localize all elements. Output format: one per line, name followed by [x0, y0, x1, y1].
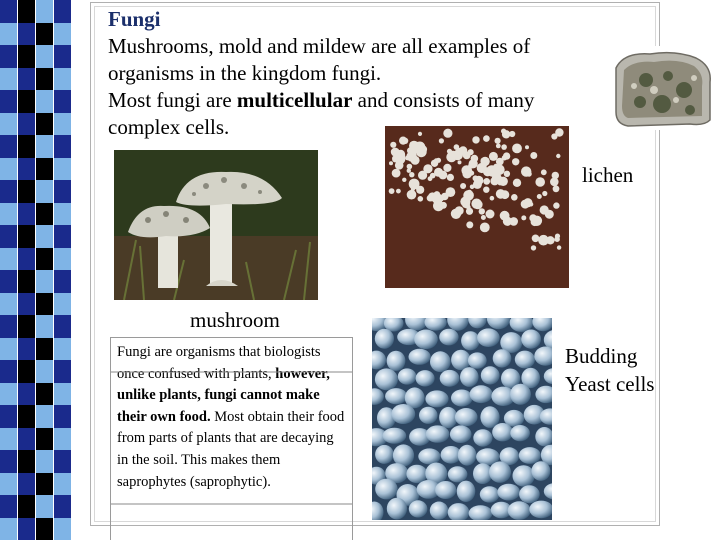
stripe-cell [36, 68, 54, 91]
stripe-cell [36, 203, 54, 226]
decorative-stripe-bar [0, 0, 72, 540]
stripe-cell [54, 293, 72, 316]
yeast-cell [383, 428, 407, 444]
stripe-cell [54, 428, 72, 451]
yeast-cell [393, 444, 414, 466]
lichen-spot [418, 196, 424, 202]
mushroom-image [114, 150, 318, 300]
stripe-cell [18, 225, 36, 248]
stripe-cell [0, 495, 18, 518]
stripe-cell [36, 383, 54, 406]
lichen-spot [418, 171, 427, 180]
lichen-spot [455, 206, 464, 215]
lichen-spot [416, 186, 424, 194]
page-title: Fungi [108, 7, 161, 31]
yeast-cell [375, 479, 397, 500]
stripe-cell [18, 518, 36, 540]
stripe-cell [36, 518, 54, 540]
lichen-spot [431, 161, 436, 166]
yeast-cell [430, 502, 448, 520]
stripe-cell [36, 90, 54, 113]
yeast-cell [416, 370, 435, 386]
yeast-cell [458, 445, 477, 466]
lichen-spot [511, 194, 518, 201]
lichen-spot [470, 185, 475, 190]
lichen-spot [468, 149, 474, 155]
stripe-cell [0, 68, 18, 91]
yeast-cell [409, 349, 431, 365]
stripe-cell [0, 45, 18, 68]
intro-line-2-bold: multicellular [236, 88, 353, 112]
info-text-part-2: Most obtain their food from parts of plants that are decaying in the soil. This makes them saprophytes (saprophytic). [117, 408, 345, 490]
lichen-spot [483, 187, 489, 193]
lichen-spot [483, 178, 490, 185]
stripe-cell [0, 180, 18, 203]
stripe-cell [0, 338, 18, 361]
yeast-cell [448, 466, 468, 482]
stripe-cell [18, 270, 36, 293]
stripe-cell [36, 45, 54, 68]
stripe-cell [0, 293, 18, 316]
lichen-spot [463, 198, 468, 203]
stripe-cell [54, 315, 72, 338]
stripe-cell [18, 203, 36, 226]
lichen-spot [531, 218, 539, 226]
stripe-cell [0, 360, 18, 383]
stripe-cell [18, 68, 36, 91]
yeast-cell [492, 423, 513, 441]
lichen-spot [502, 130, 510, 138]
intro-line-2-start: Most fungi are [108, 88, 237, 112]
yeast-caption: Budding Yeast cells [565, 344, 655, 396]
yeast-cell [531, 461, 550, 481]
stripe-cell [18, 473, 36, 496]
stripe-cell [54, 473, 72, 496]
yeast-cell [425, 390, 448, 407]
stripe-cell [36, 293, 54, 316]
yeast-cell [508, 501, 531, 520]
stripe-cell [54, 450, 72, 473]
stripe-cell [54, 248, 72, 271]
lichen-spot [460, 183, 466, 189]
lichen-spot [496, 158, 504, 166]
lichen-caption: lichen [582, 163, 634, 187]
lichen-spot [513, 179, 521, 187]
yeast-cell [477, 328, 500, 347]
lichen-spot [433, 200, 444, 211]
stripe-cell [18, 180, 36, 203]
lichen-spot [521, 215, 526, 220]
stripe-cell [54, 383, 72, 406]
yeast-cell [409, 500, 428, 517]
lichen-spot [427, 195, 434, 202]
stripe-cell [54, 203, 72, 226]
yeast-cell [457, 481, 476, 502]
stripe-cell [36, 405, 54, 428]
yeast-cell [450, 425, 472, 443]
intro-line-2-end: and consists of many complex cells. [108, 88, 535, 139]
lichen-spot [530, 152, 537, 159]
stripe-cell [0, 225, 18, 248]
yeast-cell [513, 465, 535, 486]
yeast-cell [387, 498, 407, 520]
yeast-cell [451, 390, 473, 407]
lichen-spot [407, 190, 417, 200]
stripe-cell [54, 225, 72, 248]
yeast-cell [510, 384, 531, 405]
stripe-cell [0, 158, 18, 181]
lichen-spot [495, 138, 501, 144]
lichen-image [385, 126, 569, 288]
lichen-spot [407, 169, 411, 173]
stripe-cell [36, 180, 54, 203]
yeast-cell [385, 388, 407, 404]
stripe-cell [0, 248, 18, 271]
lichen-spot [481, 158, 487, 164]
lichen-spot [496, 144, 501, 149]
lichen-spot [459, 146, 467, 154]
lichen-spot [458, 160, 462, 164]
lichen-spot [550, 178, 559, 187]
stripe-cell [36, 158, 54, 181]
lichen-spot [392, 156, 398, 162]
yeast-cell [489, 461, 511, 482]
info-text-part-1: Fungi are organisms that biologists once confused with plants, [117, 344, 321, 382]
mushroom-caption: mushroom [190, 308, 280, 332]
stripe-cell [18, 338, 36, 361]
stripe-cell [36, 270, 54, 293]
stripe-cell [0, 0, 18, 23]
yeast-cell [473, 429, 492, 446]
stripe-cell [36, 360, 54, 383]
lichen-spot [481, 215, 486, 220]
lichen-spot [411, 156, 420, 165]
yeast-cell [481, 366, 500, 384]
lichen-spot [396, 189, 401, 194]
yeast-cell [493, 349, 512, 367]
stripe-cell [54, 180, 72, 203]
yeast-cell [375, 445, 394, 464]
lichen-spot [389, 161, 393, 165]
lichen-spot [553, 202, 559, 208]
lichen-spot [469, 171, 474, 176]
yeast-cell [451, 350, 471, 370]
yeast-cell [510, 425, 530, 441]
lichen-spot [480, 223, 490, 233]
stripe-cell [54, 405, 72, 428]
lichen-spot [467, 190, 472, 195]
lichen-spot [392, 169, 401, 178]
lichen-spot [413, 142, 420, 149]
stripe-cell [54, 270, 72, 293]
stripe-cell [18, 135, 36, 158]
stripe-cell [54, 23, 72, 46]
lichen-spot [557, 245, 561, 249]
stripe-cell [18, 405, 36, 428]
stripe-cell [0, 518, 18, 540]
moldy-bread-image [606, 46, 718, 130]
stripe-cell [36, 113, 54, 136]
lichen-spot [483, 135, 490, 142]
lichen-spot [483, 167, 492, 176]
lichen-spot [479, 208, 485, 214]
yeast-cell [435, 481, 456, 499]
stripe-cell [54, 338, 72, 361]
yeast-cell [439, 329, 458, 346]
stripe-cell [0, 450, 18, 473]
stripe-cell [36, 428, 54, 451]
lichen-spot [537, 194, 542, 199]
lichen-spot [503, 217, 512, 226]
lichen-spot [523, 198, 532, 207]
stripe-cell [54, 158, 72, 181]
stripe-cell [18, 315, 36, 338]
lichen-spot [397, 150, 405, 158]
stripe-cell [54, 0, 72, 23]
stripe-cell [18, 23, 36, 46]
yeast-cell [461, 331, 480, 350]
yeast-cell [470, 385, 493, 403]
lichen-spot [439, 138, 444, 143]
lichen-spot [531, 245, 536, 250]
yeast-cell [426, 425, 450, 442]
lichen-spot [471, 155, 479, 163]
yeast-cell [430, 351, 451, 372]
stripe-cell [18, 0, 36, 23]
stripe-cell [18, 383, 36, 406]
lichen-spot [498, 181, 503, 186]
stripe-cell [54, 90, 72, 113]
lichen-spot [418, 132, 422, 136]
lichen-spot [512, 144, 522, 154]
lichen-spot [474, 176, 483, 185]
yeast-cell [521, 330, 541, 349]
yeast-cell [468, 352, 487, 368]
yeast-cell [515, 351, 535, 369]
lichen-spot [542, 191, 547, 196]
lichen-spot [525, 145, 529, 149]
stripe-cell [0, 405, 18, 428]
stripe-cell [36, 135, 54, 158]
info-text-bold: however, unlike plants, fungi cannot make their own food. [117, 365, 330, 425]
stripe-cell [0, 428, 18, 451]
yeast-cell [460, 367, 479, 387]
yeast-cell [375, 368, 398, 390]
stripe-cell [18, 90, 36, 113]
stripe-cell [0, 270, 18, 293]
yeast-cells-image [372, 318, 552, 520]
stripe-cell [36, 338, 54, 361]
stripe-cell [36, 473, 54, 496]
stripe-cell [36, 248, 54, 271]
lichen-spot [468, 163, 474, 169]
yeast-cell [414, 330, 438, 350]
lichen-spot [521, 166, 531, 176]
stripe-cell [36, 495, 54, 518]
yeast-cell [519, 485, 540, 503]
lichen-spot [399, 137, 407, 145]
lichen-spot [440, 197, 444, 201]
lichen-spot [512, 158, 519, 165]
lichen-spot [538, 235, 549, 246]
stripe-cell [18, 428, 36, 451]
stripe-cell [18, 113, 36, 136]
lichen-spot [556, 154, 560, 158]
lichen-spot [553, 185, 560, 192]
stripe-cell [0, 23, 18, 46]
intro-text [108, 6, 608, 141]
yeast-cell [440, 370, 460, 387]
stripe-cell [0, 113, 18, 136]
lichen-spot [466, 221, 473, 228]
lichen-spot [504, 171, 510, 177]
stripe-cell [54, 518, 72, 540]
lichen-spot [454, 144, 460, 150]
yeast-cell [519, 447, 541, 464]
yeast-cell [419, 407, 438, 424]
lichen-spot [496, 189, 506, 199]
lichen-spot [532, 235, 540, 243]
lichen-spot [407, 164, 413, 170]
yeast-cell [391, 404, 415, 424]
stripe-cell [0, 135, 18, 158]
stripe-cell [36, 0, 54, 23]
stripe-cell [0, 203, 18, 226]
lichen-spot [443, 164, 451, 172]
yeast-cell [406, 465, 427, 483]
yeast-cell [398, 368, 417, 384]
stripe-cell [54, 113, 72, 136]
lichen-spot [402, 178, 406, 182]
lichen-spot [555, 234, 560, 239]
stripe-cell [54, 45, 72, 68]
lichen-spot [443, 129, 452, 138]
yeast-cell [375, 329, 394, 349]
stripe-cell [18, 45, 36, 68]
stripe-cell [18, 248, 36, 271]
lichen-spot [541, 169, 547, 175]
stripe-cell [36, 23, 54, 46]
yeast-cell [480, 486, 500, 502]
lichen-spot [472, 136, 479, 143]
lichen-spot [428, 176, 433, 181]
lichen-spot [446, 187, 456, 197]
lichen-spot [447, 149, 452, 154]
yeast-cell [418, 448, 440, 464]
yeast-cell [455, 408, 478, 426]
yeast-cell [497, 484, 520, 501]
stripe-cell [54, 135, 72, 158]
stripe-cell [54, 360, 72, 383]
stripe-cell [0, 90, 18, 113]
lichen-spot [501, 144, 507, 150]
lichen-spot [535, 177, 545, 187]
lichen-spot [439, 171, 448, 180]
lichen-spot [473, 200, 482, 209]
lichen-spot [462, 202, 467, 207]
lichen-spot [389, 188, 395, 194]
stripe-cell [54, 68, 72, 91]
yeast-cell [387, 351, 406, 371]
stripe-cell [18, 495, 36, 518]
stripe-cell [36, 315, 54, 338]
stripe-cell [36, 225, 54, 248]
info-text-box [110, 337, 353, 540]
lichen-spot [490, 196, 495, 201]
stripe-cell [36, 450, 54, 473]
lichen-spot [409, 172, 414, 177]
lichen-spot [540, 205, 549, 214]
lichen-spot [447, 174, 454, 181]
intro-line-1: Mushrooms, mold and mildew are all examples of organisms in the kingdom fungi. [108, 34, 531, 85]
stripe-cell [18, 360, 36, 383]
yeast-cell [439, 407, 457, 428]
stripe-cell [18, 158, 36, 181]
stripe-cell [0, 473, 18, 496]
lichen-spot [555, 128, 563, 136]
lichen-spot [486, 210, 495, 219]
stripe-cell [0, 383, 18, 406]
stripe-cell [54, 495, 72, 518]
stripe-cell [18, 450, 36, 473]
stripe-cell [18, 293, 36, 316]
lichen-spot [390, 142, 396, 148]
stripe-cell [0, 315, 18, 338]
